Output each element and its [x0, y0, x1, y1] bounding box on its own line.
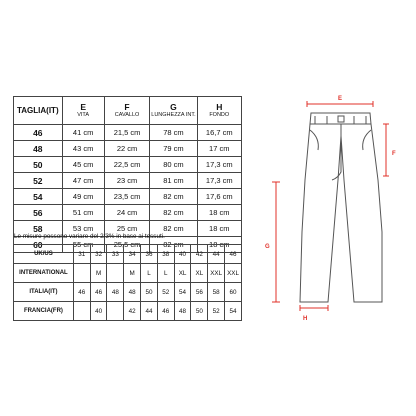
conversion-cell: 60 — [225, 283, 242, 302]
crotch-cell: 23 cm — [104, 173, 150, 189]
label-e: E — [338, 96, 343, 102]
crotch-cell: 24 cm — [104, 205, 150, 221]
left-pocket — [310, 130, 318, 150]
crotch-cell: 23,5 cm — [104, 189, 150, 205]
conversion-cell: M — [124, 264, 141, 283]
conversion-cell: 40 — [174, 245, 191, 264]
conversion-cell: 50 — [141, 283, 158, 302]
col-header-h: H FONDO — [197, 97, 241, 125]
label-g: G — [265, 244, 270, 250]
hem-measure-line — [300, 305, 328, 311]
crotch-measure-line — [383, 124, 389, 176]
conversion-cell: 44 — [208, 245, 225, 264]
conversion-cell: 33 — [107, 245, 124, 264]
row-label: INTERNATIONAL — [14, 264, 74, 283]
conversion-cell: 32 — [90, 245, 107, 264]
right-pocket — [363, 130, 371, 150]
conversion-cell: M — [90, 264, 107, 283]
conversion-cell: XXL — [225, 264, 242, 283]
conversion-cell: 40 — [90, 302, 107, 321]
conversion-cell: 34 — [124, 245, 141, 264]
size-cell: 52 — [14, 173, 63, 189]
crotch-cell: 21,5 cm — [104, 125, 150, 141]
row-label: FRANCIA(FR) — [14, 302, 74, 321]
conversion-cell: 44 — [141, 302, 158, 321]
label-f: F — [392, 151, 396, 157]
trousers-outline — [300, 113, 382, 302]
conversion-cell: L — [157, 264, 174, 283]
conversion-cell: XL — [191, 264, 208, 283]
row-label: UK/US — [14, 245, 74, 264]
waist-cell: 55 cm — [62, 237, 104, 253]
conversion-cell: XL — [174, 264, 191, 283]
col-header-e: E VITA — [62, 97, 104, 125]
hem-cell: 17,3 cm — [197, 173, 241, 189]
size-cell: 50 — [14, 157, 63, 173]
waist-cell: 53 cm — [62, 221, 104, 237]
size-cell: 48 — [14, 141, 63, 157]
conversion-cell: 46 — [73, 283, 90, 302]
belt-loops — [315, 116, 366, 124]
size-cell: 46 — [14, 125, 63, 141]
size-header: TAGLIA(IT) — [14, 97, 63, 125]
conversion-cell: 50 — [191, 302, 208, 321]
hem-cell: 18 cm — [197, 205, 241, 221]
variation-note: Le misure possono variare del 2/3% in base ai tessuti. — [14, 233, 165, 240]
measurement-markers — [272, 101, 389, 311]
conversion-cell: 36 — [141, 245, 158, 264]
conversion-cell: 38 — [157, 245, 174, 264]
hem-cell: 17 cm — [197, 141, 241, 157]
waist-cell: 49 cm — [62, 189, 104, 205]
waist-cell: 41 cm — [62, 125, 104, 141]
inseam-cell: 82 cm — [150, 189, 197, 205]
inseam-cell: 82 cm — [150, 221, 197, 237]
conversion-cell: 42 — [191, 245, 208, 264]
size-cell: 54 — [14, 189, 63, 205]
crotch-cell: 25 cm — [104, 221, 150, 237]
conversion-cell: 31 — [73, 245, 90, 264]
waist-cell: 47 cm — [62, 173, 104, 189]
inseam-cell: 82 cm — [150, 237, 197, 253]
row-label: ITALIA(IT) — [14, 283, 74, 302]
measure-labels — [265, 96, 396, 322]
inseam-cell: 82 cm — [150, 205, 197, 221]
crotch-cell: 22,5 cm — [104, 157, 150, 173]
conversion-cell: 48 — [124, 283, 141, 302]
inseam-cell: 81 cm — [150, 173, 197, 189]
conversion-cell: 48 — [174, 302, 191, 321]
conversion-cell: XXL — [208, 264, 225, 283]
conversion-cell: 42 — [124, 302, 141, 321]
conversion-cell: 56 — [191, 283, 208, 302]
label-h: H — [303, 316, 308, 322]
waist-cell: 43 cm — [62, 141, 104, 157]
conversion-cell: 54 — [225, 302, 242, 321]
waist-cell: 51 cm — [62, 205, 104, 221]
hem-cell: 17,6 cm — [197, 189, 241, 205]
crotch-cell: 22 cm — [104, 141, 150, 157]
inseam-cell: 80 cm — [150, 157, 197, 173]
inseam-measure-line — [272, 182, 280, 302]
conversion-cell: 52 — [208, 302, 225, 321]
hem-cell: 18 cm — [197, 237, 241, 253]
conversion-cell: 52 — [157, 283, 174, 302]
size-cell: 56 — [14, 205, 63, 221]
conversion-cell: 58 — [208, 283, 225, 302]
conversion-cell: L — [141, 264, 158, 283]
hem-cell: 16,7 cm — [197, 125, 241, 141]
col-header-f: F CAVALLO — [104, 97, 150, 125]
conversion-cell: 46 — [157, 302, 174, 321]
conversion-cell: 46 — [225, 245, 242, 264]
size-cell: 58 — [14, 221, 63, 237]
conversion-cell: 54 — [174, 283, 191, 302]
waist-button — [338, 116, 344, 122]
crotch-cell: 25,5 cm — [104, 237, 150, 253]
hem-cell: 17,3 cm — [197, 157, 241, 173]
inseam-cell: 78 cm — [150, 125, 197, 141]
conversion-cell: 48 — [107, 283, 124, 302]
hem-cell: 18 cm — [197, 221, 241, 237]
col-header-g: G LUNGHEZZA INT. — [150, 97, 197, 125]
waist-cell: 45 cm — [62, 157, 104, 173]
conversion-cell: 46 — [90, 283, 107, 302]
size-cell: 60 — [14, 237, 63, 253]
inseam-cell: 79 cm — [150, 141, 197, 157]
